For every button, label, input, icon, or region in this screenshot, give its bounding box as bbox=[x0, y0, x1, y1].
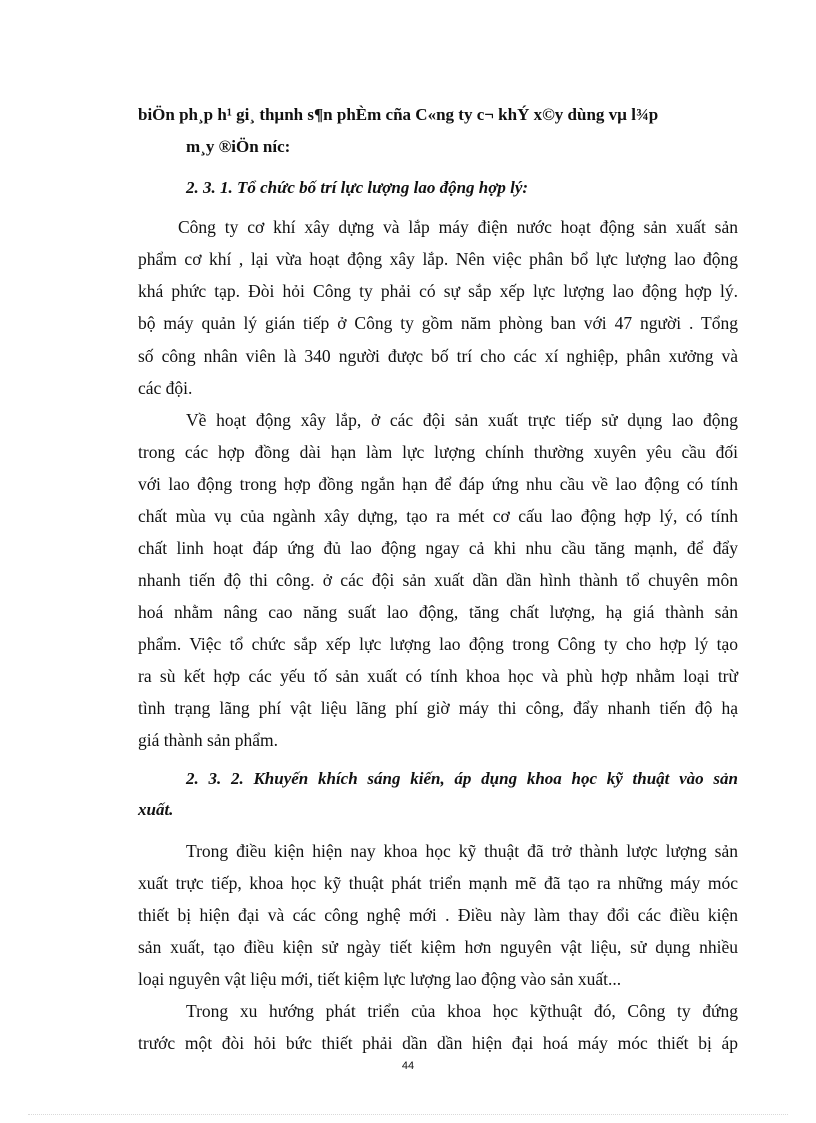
paragraph-line: Trong xu hướng phát triển của khoa học kỹthuật đó, Công ty đứng bbox=[186, 1001, 738, 1021]
paragraph-line: phẩm cơ khí , lại vừa hoạt động xây lắp. Nên việc phân bổ lực lượng lao động bbox=[138, 249, 738, 269]
paragraph-line: trong các hợp đồng dài hạn làm lực lượng chính thường xuyên yêu cầu đối bbox=[138, 442, 738, 462]
paragraph-line: trước một đòi hỏi bức thiết phải dần dần hiện đại hoá máy móc thiết bị áp bbox=[138, 1033, 738, 1053]
paragraph-line: các đội. bbox=[138, 378, 193, 398]
paragraph-line: sản xuất, tạo điều kiện sử ngày tiết kiệm hơn nguyên vật liệu, sử dụng nhiều bbox=[138, 937, 738, 957]
paragraph-line: hoá nhằm nâng cao năng suất lao động, tăng chất lượng, hạ giá thành sản bbox=[138, 602, 738, 622]
paragraph-line: giá thành sản phẩm. bbox=[138, 730, 278, 750]
paragraph-line: ra sù kết hợp các yếu tố sản xuất có tính khoa học và phù hợp nhằm loại trừ bbox=[138, 666, 738, 686]
paragraph-line: bộ máy quản lý gián tiếp ở Công ty gồm năm phòng ban với 47 người . Tổng bbox=[138, 313, 738, 333]
section-2-3-1-title: 2. 3. 1. Tổ chức bố trí lực lượng lao động hợp lý: bbox=[186, 178, 529, 197]
page-number: 44 bbox=[401, 1060, 415, 1072]
paragraph-line: loại nguyên vật liệu mới, tiết kiệm lực lượng lao động vào sản xuất... bbox=[138, 969, 622, 989]
paragraph-line: khá phức tạp. Đòi hỏi Công ty phải có sự sắp xếp lực lượng lao động hợp lý. bbox=[138, 281, 738, 301]
paragraph-line: thiết bị hiện đại và các công nghệ mới . Điều này làm thay đổi các điều kiện bbox=[138, 905, 738, 925]
paragraph-line: Trong điều kiện hiện nay khoa học kỹ thuật đã trở thành lược lượng sản bbox=[186, 841, 738, 861]
paragraph-line: số công nhân viên là 340 người được bố trí cho các xí nghiệp, phân xưởng và bbox=[138, 346, 738, 366]
paragraph-line: Về hoạt động xây lắp, ở các đội sản xuất trực tiếp sử dụng lao động bbox=[186, 410, 738, 430]
paragraph-line: với lao động trong hợp đồng ngắn hạn để đáp ứng nhu cầu về lao động có tính bbox=[138, 474, 738, 494]
paragraph-line: chất linh hoạt đáp ứng đủ lao động ngay cả khi nhu cầu tăng mạnh, để đẩy bbox=[138, 538, 738, 558]
page-bottom-divider bbox=[28, 1114, 788, 1115]
paragraph-line: tình trạng lãng phí vật liệu lãng phí giờ máy thi công, đẩy nhanh tiến độ hạ bbox=[138, 698, 738, 718]
legacy-heading-line-1: biÖn ph¸p h¹ gi¸ thµnh s¶n phÈm cña C«ng ty c¬ khÝ x©y dùng vµ l¾p bbox=[138, 105, 659, 124]
paragraph-line: xuất trực tiếp, khoa học kỹ thuật phát triển mạnh mẽ đã tạo ra những máy móc bbox=[138, 873, 738, 893]
paragraph-line: chất mùa vụ của ngành xây dựng, tạo ra mét cơ cấu lao động hợp lý, có tính bbox=[138, 506, 738, 526]
legacy-heading-line-2: m¸y ®iÖn níc: bbox=[186, 137, 291, 156]
paragraph-line: Công ty cơ khí xây dựng và lắp máy điện nước hoạt động sản xuất sản bbox=[178, 217, 738, 237]
section-2-3-2-title-line-2: xuất. bbox=[138, 800, 174, 819]
paragraph-line: nhanh tiến độ thi công. ở các đội sản xuất dần dần hình thành tổ chuyên môn bbox=[138, 570, 738, 590]
section-2-3-2-title-line-1: 2. 3. 2. Khuyến khích sáng kiến, áp dụng khoa học kỹ thuật vào sản bbox=[186, 769, 738, 788]
paragraph-line: phẩm. Việc tổ chức sắp xếp lực lượng lao động trong Công ty cho hợp lý tạo bbox=[138, 634, 738, 654]
